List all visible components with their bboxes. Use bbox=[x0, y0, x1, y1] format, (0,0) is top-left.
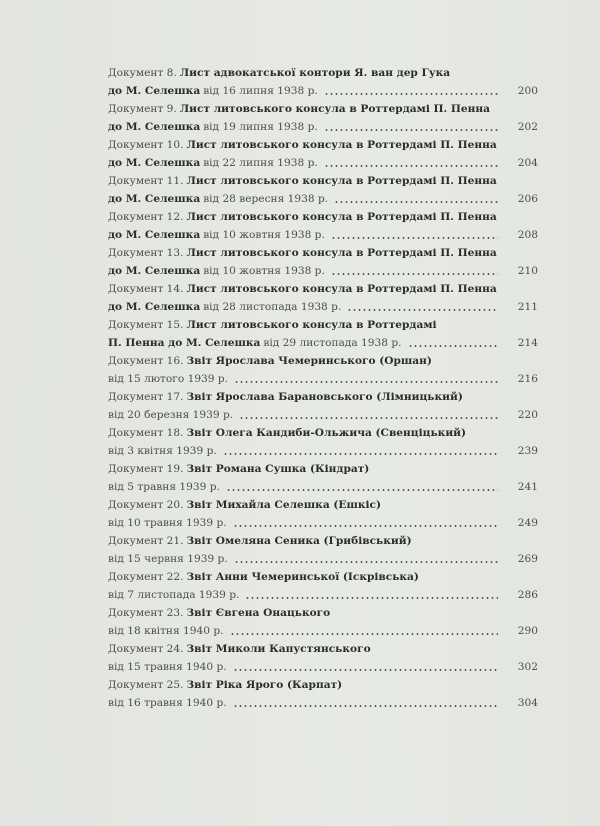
document-title: Лист литовського консула в Роттердамі П. Пенна bbox=[179, 103, 491, 115]
page-number: 214 bbox=[517, 337, 538, 349]
toc-entry-line-1 bbox=[108, 532, 538, 550]
toc-entry[interactable] bbox=[108, 460, 538, 496]
document-title: Звіт Омеляна Сеника (Грибівський) bbox=[186, 535, 412, 547]
document-title: Звіт Анни Чемеринської (Іскрівська) bbox=[186, 571, 419, 583]
document-title: Звіт Миколи Капустянського bbox=[186, 643, 371, 655]
document-number: Документ 16. bbox=[108, 355, 184, 367]
document-number: Документ 15. bbox=[108, 319, 184, 331]
document-title-continued: П. Пенна до М. Селешка bbox=[108, 337, 261, 349]
toc-entry-line-1 bbox=[108, 424, 538, 442]
document-date: від 10 жовтня 1938 р. bbox=[203, 229, 325, 241]
document-number: Документ 22. bbox=[108, 571, 184, 583]
dot-leader bbox=[233, 525, 498, 527]
document-date: від 28 листопада 1938 р. bbox=[203, 301, 342, 313]
dot-leader bbox=[408, 345, 498, 347]
document-date: від 19 липня 1938 р. bbox=[203, 121, 318, 133]
toc-entry-line-2 bbox=[108, 226, 538, 244]
document-title: Лист литовського консула в Роттердамі П. Пенна bbox=[186, 211, 497, 223]
dot-leader bbox=[234, 381, 498, 383]
toc-entry-line-2 bbox=[108, 82, 538, 100]
document-date: від 29 листопада 1938 р. bbox=[263, 337, 402, 349]
page-number: 206 bbox=[517, 193, 538, 205]
dot-leader bbox=[226, 489, 498, 491]
document-date: від 15 травня 1940 р. bbox=[108, 661, 227, 673]
dot-leader bbox=[347, 309, 498, 311]
toc-entry-line-1 bbox=[108, 676, 538, 694]
toc-entry-line-2 bbox=[108, 334, 538, 352]
document-number: Документ 14. bbox=[108, 283, 184, 295]
page-number: 211 bbox=[517, 301, 538, 313]
document-number: Документ 19. bbox=[108, 463, 184, 475]
document-date: від 18 квітня 1940 р. bbox=[108, 625, 224, 637]
document-title: Лист литовського консула в Роттердамі П. Пенна bbox=[186, 175, 497, 187]
toc-entry-line-2 bbox=[108, 658, 538, 676]
toc-entry-line-1 bbox=[108, 388, 538, 406]
document-title-continued: до М. Селешка bbox=[108, 301, 201, 313]
toc-entry-line-2 bbox=[108, 586, 538, 604]
document-title-continued: до М. Селешка bbox=[108, 229, 201, 241]
toc-entry[interactable] bbox=[108, 568, 538, 604]
dot-leader bbox=[331, 237, 498, 239]
toc-entry-line-1 bbox=[108, 136, 538, 154]
dot-leader bbox=[239, 417, 498, 419]
document-number: Документ 23. bbox=[108, 607, 184, 619]
toc-entry[interactable] bbox=[108, 676, 538, 712]
toc-entry[interactable] bbox=[108, 100, 538, 136]
document-number: Документ 10. bbox=[108, 139, 184, 151]
document-title: Звіт Романа Сушка (Кіндрат) bbox=[186, 463, 370, 475]
document-number: Документ 24. bbox=[108, 643, 184, 655]
document-title: Звіт Олега Кандиби-Ольжича (Свенціцький) bbox=[186, 427, 467, 439]
toc-entry-line-2 bbox=[108, 550, 538, 568]
dot-leader bbox=[233, 669, 498, 671]
document-number: Документ 11. bbox=[108, 175, 184, 187]
toc-entry-line-2 bbox=[108, 154, 538, 172]
toc-entry-line-2 bbox=[108, 190, 538, 208]
dot-leader bbox=[324, 129, 498, 131]
document-number: Документ 13. bbox=[108, 247, 184, 259]
document-number: Документ 21. bbox=[108, 535, 184, 547]
document-title-continued: до М. Селешка bbox=[108, 157, 201, 169]
document-title: Лист адвокатської контори Я. ван дер Гука bbox=[179, 67, 451, 79]
toc-entry-line-2 bbox=[108, 298, 538, 316]
toc-entry-line-1 bbox=[108, 280, 538, 298]
document-title: Лист литовського консула в Роттердамі П. Пенна bbox=[186, 139, 497, 151]
dot-leader bbox=[324, 165, 498, 167]
document-number: Документ 25. bbox=[108, 679, 184, 691]
document-title: Лист литовського консула в Роттердамі bbox=[186, 319, 437, 331]
document-date: від 10 жовтня 1938 р. bbox=[203, 265, 325, 277]
dot-leader bbox=[324, 93, 498, 95]
toc-entry-line-2 bbox=[108, 622, 538, 640]
document-date: від 16 травня 1940 р. bbox=[108, 697, 227, 709]
toc-entry[interactable] bbox=[108, 640, 538, 676]
document-title: Звіт Ярослава Чемеринського (Оршан) bbox=[186, 355, 432, 367]
document-number: Документ 12. bbox=[108, 211, 184, 223]
toc-entry-line-1 bbox=[108, 352, 538, 370]
page-number: 202 bbox=[517, 121, 538, 133]
document-date: від 28 вересня 1938 р. bbox=[203, 193, 329, 205]
page-number: 200 bbox=[517, 85, 538, 97]
toc-entry[interactable] bbox=[108, 136, 538, 172]
toc-entry-line-1 bbox=[108, 172, 538, 190]
toc-entry[interactable] bbox=[108, 532, 538, 568]
toc-entry-line-2 bbox=[108, 370, 538, 388]
dot-leader bbox=[331, 273, 498, 275]
document-date: від 7 листопада 1939 р. bbox=[108, 589, 240, 601]
document-date: від 5 травня 1939 р. bbox=[108, 481, 220, 493]
document-title-continued: до М. Селешка bbox=[108, 265, 201, 277]
toc-entry[interactable] bbox=[108, 352, 538, 388]
document-title: Лист литовського консула в Роттердамі П. Пенна bbox=[186, 247, 497, 259]
page-number: 304 bbox=[517, 697, 538, 709]
document-date: від 3 квітня 1939 р. bbox=[108, 445, 217, 457]
document-title-continued: до М. Селешка bbox=[108, 121, 201, 133]
toc-entry-line-1 bbox=[108, 316, 538, 334]
toc-entry-line-1 bbox=[108, 496, 538, 514]
dot-leader bbox=[334, 201, 498, 203]
toc-entry[interactable] bbox=[108, 388, 538, 424]
toc-entry-line-2 bbox=[108, 118, 538, 136]
page-number: 241 bbox=[517, 481, 538, 493]
document-title-continued: до М. Селешка bbox=[108, 85, 201, 97]
dot-leader bbox=[245, 597, 498, 599]
page-number: 269 bbox=[517, 553, 538, 565]
page-number: 249 bbox=[517, 517, 538, 529]
toc-entry-line-2 bbox=[108, 406, 538, 424]
document-number: Документ 17. bbox=[108, 391, 184, 403]
toc-entry-line-1 bbox=[108, 460, 538, 478]
table-of-contents bbox=[108, 64, 538, 712]
dot-leader bbox=[230, 633, 498, 635]
page-number: 204 bbox=[517, 157, 538, 169]
dot-leader bbox=[233, 705, 498, 707]
toc-entry-line-1 bbox=[108, 64, 538, 82]
toc-entry[interactable] bbox=[108, 172, 538, 208]
toc-entry-line-2 bbox=[108, 694, 538, 712]
document-date: від 22 липня 1938 р. bbox=[203, 157, 318, 169]
page-number: 239 bbox=[517, 445, 538, 457]
page-number: 220 bbox=[517, 409, 538, 421]
toc-entry-line-2 bbox=[108, 442, 538, 460]
document-title: Звіт Ярослава Барановського (Лімницький) bbox=[186, 391, 463, 403]
toc-entry-line-2 bbox=[108, 262, 538, 280]
page-number: 290 bbox=[517, 625, 538, 637]
page-number: 216 bbox=[517, 373, 538, 385]
document-date: від 15 червня 1939 р. bbox=[108, 553, 228, 565]
document-title: Звіт Євгена Онацького bbox=[186, 607, 331, 619]
dot-leader bbox=[234, 561, 498, 563]
document-title-continued: до М. Селешка bbox=[108, 193, 201, 205]
toc-entry-line-2 bbox=[108, 478, 538, 496]
document-number: Документ 8. bbox=[108, 67, 177, 79]
toc-entry-line-1 bbox=[108, 100, 538, 118]
toc-entry[interactable] bbox=[108, 280, 538, 316]
document-title: Звіт Ріка Ярого (Карпат) bbox=[186, 679, 343, 691]
page-number: 210 bbox=[517, 265, 538, 277]
toc-entry-line-1 bbox=[108, 568, 538, 586]
document-date: від 16 липня 1938 р. bbox=[203, 85, 318, 97]
page-number: 208 bbox=[517, 229, 538, 241]
toc-entry-line-1 bbox=[108, 640, 538, 658]
dot-leader bbox=[223, 453, 498, 455]
document-date: від 10 травня 1939 р. bbox=[108, 517, 227, 529]
toc-entry[interactable] bbox=[108, 316, 538, 352]
toc-entry[interactable] bbox=[108, 208, 538, 244]
toc-entry[interactable] bbox=[108, 496, 538, 532]
toc-entry[interactable] bbox=[108, 424, 538, 460]
document-title: Звіт Михайла Селешка (Ешкіс) bbox=[186, 499, 381, 511]
toc-entry-line-1 bbox=[108, 604, 538, 622]
toc-entry[interactable] bbox=[108, 64, 538, 100]
document-number: Документ 20. bbox=[108, 499, 184, 511]
document-date: від 15 лютого 1939 р. bbox=[108, 373, 229, 385]
page-number: 302 bbox=[517, 661, 538, 673]
toc-entry[interactable] bbox=[108, 244, 538, 280]
toc-entry-line-1 bbox=[108, 208, 538, 226]
toc-entry[interactable] bbox=[108, 604, 538, 640]
document-number: Документ 18. bbox=[108, 427, 184, 439]
document-title: Лист литовського консула в Роттердамі П. Пенна bbox=[186, 283, 497, 295]
toc-entry-line-2 bbox=[108, 514, 538, 532]
toc-entry-line-1 bbox=[108, 244, 538, 262]
page-number: 286 bbox=[517, 589, 538, 601]
document-date: від 20 березня 1939 р. bbox=[108, 409, 234, 421]
document-number: Документ 9. bbox=[108, 103, 177, 115]
